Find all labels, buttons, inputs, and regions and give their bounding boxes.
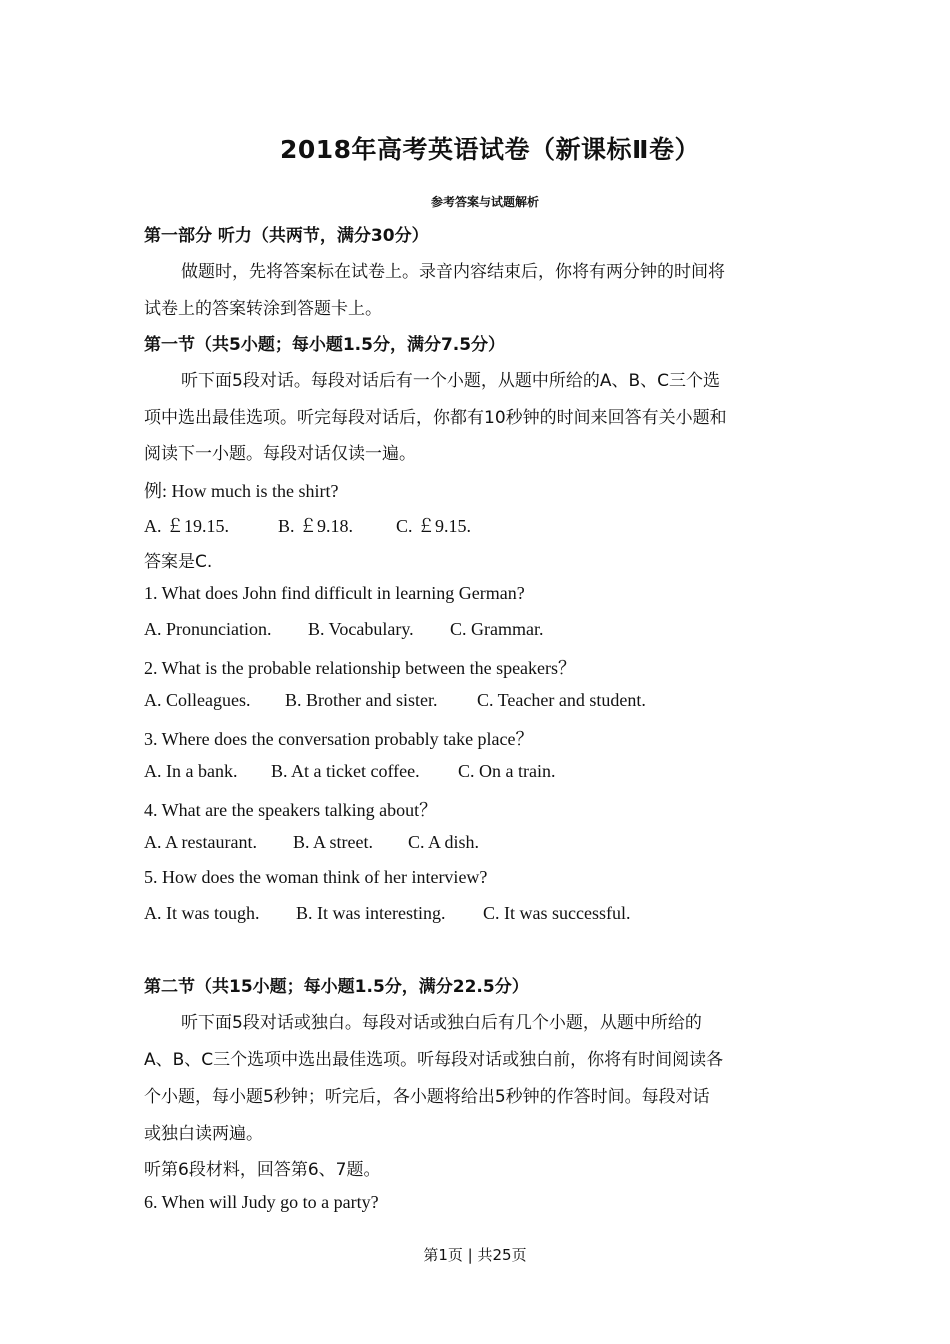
- example-option-b: B. ￡9.18.: [278, 516, 354, 536]
- question-2: 2. What is the probable relationship between the speakers？: [144, 658, 577, 678]
- q3-option-c: C. On a train.: [458, 761, 556, 781]
- example-option-c: C. ￡9.15.: [396, 516, 472, 536]
- section2-instruction-line3: 个小题，每小题5秒钟；听完后，各小题将给出5秒钟的作答时间。每段对话: [144, 1087, 710, 1107]
- example-options: [144, 512, 471, 538]
- section2-instruction-line2: A、B、C三个选项中选出最佳选项。听每段对话或独白前，你将有时间阅读各: [144, 1050, 724, 1070]
- q1-option-a: A. Pronunciation.: [144, 619, 272, 639]
- question-4: 4. What are the speakers talking about？: [144, 800, 438, 820]
- q3-option-b: B. At a ticket coffee.: [271, 761, 420, 781]
- section1-instruction-line2: 项中选出最佳选项。听完每段对话后，你都有10秒钟的时间来回答有关小题和: [144, 408, 727, 428]
- q2-option-b: B. Brother and sister.: [285, 690, 438, 710]
- question-1: 1. What does John find difficult in learning German?: [144, 583, 525, 603]
- q3-option-a: A. In a bank.: [144, 761, 238, 781]
- q5-option-c: C. It was successful.: [483, 903, 631, 923]
- q4-option-b: B. A street.: [293, 832, 373, 852]
- example-question: 例: How much is the shirt?: [144, 481, 339, 501]
- page-footer: 第1页 | 共25页: [423, 1246, 527, 1264]
- part1-heading: 第一部分 听力（共两节，满分30分）: [144, 226, 429, 246]
- material-6-label: 听第6段材料，回答第6、7题。: [144, 1160, 381, 1180]
- q4-option-a: A. A restaurant.: [144, 832, 257, 852]
- question-3-options: [144, 761, 555, 782]
- page-subtitle: 参考答案与试题解析: [430, 195, 539, 209]
- section1-instruction-line1: 听下面5段对话。每段对话后有一个小题，从题中所给的A、B、C三个选: [181, 371, 720, 391]
- q2-option-a: A. Colleagues.: [144, 690, 251, 710]
- q1-option-c: C. Grammar.: [450, 619, 544, 639]
- part1-instruction-line2: 试卷上的答案转涂到答题卡上。: [144, 299, 382, 319]
- q5-option-a: A. It was tough.: [144, 903, 260, 923]
- q1-option-b: B. Vocabulary.: [308, 619, 414, 639]
- question-2-options: [144, 690, 646, 711]
- question-1-options: [144, 619, 543, 640]
- q2-option-c: C. Teacher and student.: [477, 690, 646, 710]
- q4-option-c: C. A dish.: [408, 832, 480, 852]
- q5-option-b: B. It was interesting.: [296, 903, 446, 923]
- example-option-a: A. ￡19.15.: [144, 516, 229, 536]
- part1-instruction-line1: 做题时，先将答案标在试卷上。录音内容结束后，你将有两分钟的时间将: [181, 262, 725, 282]
- section2-heading: 第二节（共15小题；每小题1.5分，满分22.5分）: [144, 977, 529, 997]
- question-6: 6. When will Judy go to a party?: [144, 1192, 379, 1212]
- question-5-options: [144, 903, 630, 924]
- question-3: 3. Where does the conversation probably take place？: [144, 729, 534, 749]
- question-5: 5. How does the woman think of her interview?: [144, 867, 488, 887]
- page-title: 2018年高考英语试卷（新课标Ⅱ卷）: [279, 135, 701, 164]
- section1-instruction-line3: 阅读下一小题。每段对话仅读一遍。: [144, 444, 416, 464]
- section1-heading: 第一节（共5小题；每小题1.5分，满分7.5分）: [144, 335, 506, 355]
- section2-instruction-line1: 听下面5段对话或独白。每段对话或独白后有几个小题，从题中所给的: [181, 1013, 702, 1033]
- section2-instruction-line4: 或独白读两遍。: [144, 1124, 263, 1144]
- question-4-options: [144, 832, 479, 853]
- example-answer: 答案是C.: [144, 552, 213, 572]
